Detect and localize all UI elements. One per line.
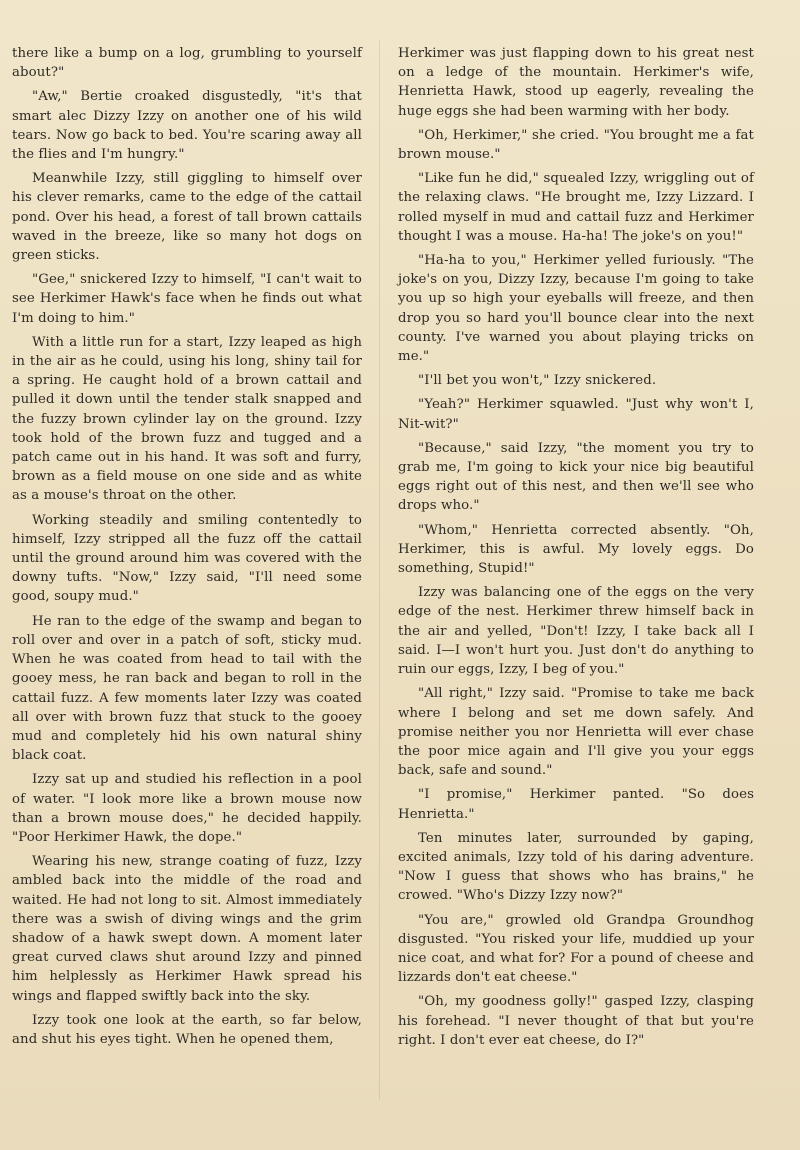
paragraph: there like a bump on a log, grumbling to yourself about?" (12, 46, 362, 81)
paragraph: "All right," Izzy said. "Promise to take me back where I belong and set me down safely. And promise neither you nor Henrietta will ever chase the poor mice again and I'll give you your eggs back, safe and sound." (398, 686, 754, 779)
paragraph: "Like fun he did," squealed Izzy, wriggling out of the relaxing claws. "He brought me, Izzy Lizzard. I rolled myself in mud and cattail fuzz and Herkimer thought I was a mouse. Ha-ha! The joke's on you!" (398, 171, 754, 244)
paragraph: "Whom," Henrietta corrected absently. "Oh, Herkimer, this is awful. My lovely eggs. Do something, Stupid!" (398, 522, 754, 577)
paragraph: Herkimer was just flapping down to his great nest on a ledge of the mountain. Herkimer's wife, Henrietta Hawk, stood up eagerly, revealing the huge eggs she had been warming with her body. (398, 46, 754, 119)
paragraph: Izzy took one look at the earth, so far below, and shut his eyes tight. When he opened them, (12, 1012, 362, 1047)
paragraph: "I'll bet you won't," Izzy snickered. (418, 373, 657, 389)
paragraph: Meanwhile Izzy, still giggling to himself over his clever remarks, came to the edge of the cattail pond. Over his head, a forest of tall brown cattails waved in the breeze, like so many hot dogs on green sticks. (12, 171, 362, 264)
paragraph: Wearing his new, strange coating of fuzz, Izzy ambled back into the middle of the road and waited. He had not long to sit. Almost immediately there was a swish of diving wings and the grim shadow of a hawk swept down. A moment later great curved claws shut around Izzy and pinned him helplessly as Herkimer Hawk spread his wings and flapped swiftly back into the sky. (12, 854, 362, 1004)
paragraph: "Oh, Herkimer," she cried. "You brought me a fat brown mouse." (398, 127, 754, 163)
paragraph: "Ha-ha to you," Herkimer yelled furiously. "The joke's on you, Dizzy Izzy, because I'm going to take you up so high your eyeballs will freeze, and then drop you so hard you'll bounce clear into the next county. I've warned you about playing tricks on me." (398, 253, 754, 365)
paragraph: "Because," said Izzy, "the moment you try to grab me, I'm going to kick your nice big beautiful eggs right out of this nest, and then we'll see who drops who." (398, 440, 754, 514)
paragraph: "Oh, my goodness golly!" gasped Izzy, clasping his forehead. "I never thought of that but you're right. I don't ever eat cheese, do I?" (398, 994, 754, 1048)
left-text-column (12, 44, 362, 1054)
paragraph: Ten minutes later, surrounded by gaping, excited animals, Izzy told of his daring adventure. "Now I guess that shows who has brains," he crowed. "Who's Dizzy Izzy now?" (398, 830, 754, 904)
paragraph: "Gee," snickered Izzy to himself, "I can't wait to see Herkimer Hawk's face when he finds out what I'm doing to him." (12, 272, 362, 326)
right-text-column (398, 44, 754, 1055)
paragraph: Izzy was balancing one of the eggs on the very edge of the nest. Herkimer threw himself back in the air and yelled, "Don't! Izzy, I take back all I said. I—I won't hurt you. Just don't do anything to ruin our eggs, Izzy, I beg of you." (398, 585, 754, 678)
column-divider (379, 40, 380, 1100)
paragraph: Izzy sat up and studied his reflection in a pool of water. "I look more like a brown mouse now than a brown mouse does," he decided happily. "Poor Herkimer Hawk, the dope." (12, 772, 362, 845)
paragraph: He ran to the edge of the swamp and began to roll over and over in a patch of soft, sticky mud. When he was coated from head to tail with the gooey mess, he ran back and began to roll in the cattail fuzz. A few moments later Izzy was coated all over with brown fuzz that stuck to the gooey mud and completely hid his own natural shiny black coat. (12, 613, 362, 764)
paragraph: "You are," growled old Grandpa Groundhog disgusted. "You risked your life, muddied up your nice coat, and what for? For a pound of cheese and lizzards don't eat cheese." (398, 912, 754, 986)
paragraph: "I promise," Herkimer panted. "So does Henrietta." (398, 787, 754, 822)
paragraph: "Aw," Bertie croaked disgustedly, "it's that smart alec Dizzy Izzy on another one of his wild tears. Now go back to bed. You're scaring away all the flies and I'm hungry." (12, 89, 362, 163)
paragraph: Working steadily and smiling contentedly to himself, Izzy stripped all the fuzz off the cattail until the ground around him was covered with the downy tufts. "Now," Izzy said, "I'll need some good, soupy mud." (12, 512, 362, 605)
paragraph: With a little run for a start, Izzy leaped as high in the air as he could, using his long, shiny tail for a spring. He caught hold of a brown cattail and pulled it down until the tender stalk snapped and the fuzzy brown cylinder lay on the ground. Izzy took hold of the brown fuzz and tugged and a patch came out in his hand. It was soft and furry, brown as a field mouse on one side and as white as a mouse's throat on the other. (12, 334, 362, 504)
paragraph: "Yeah?" Herkimer squawled. "Just why won't I, Nit-wit?" (398, 397, 754, 432)
